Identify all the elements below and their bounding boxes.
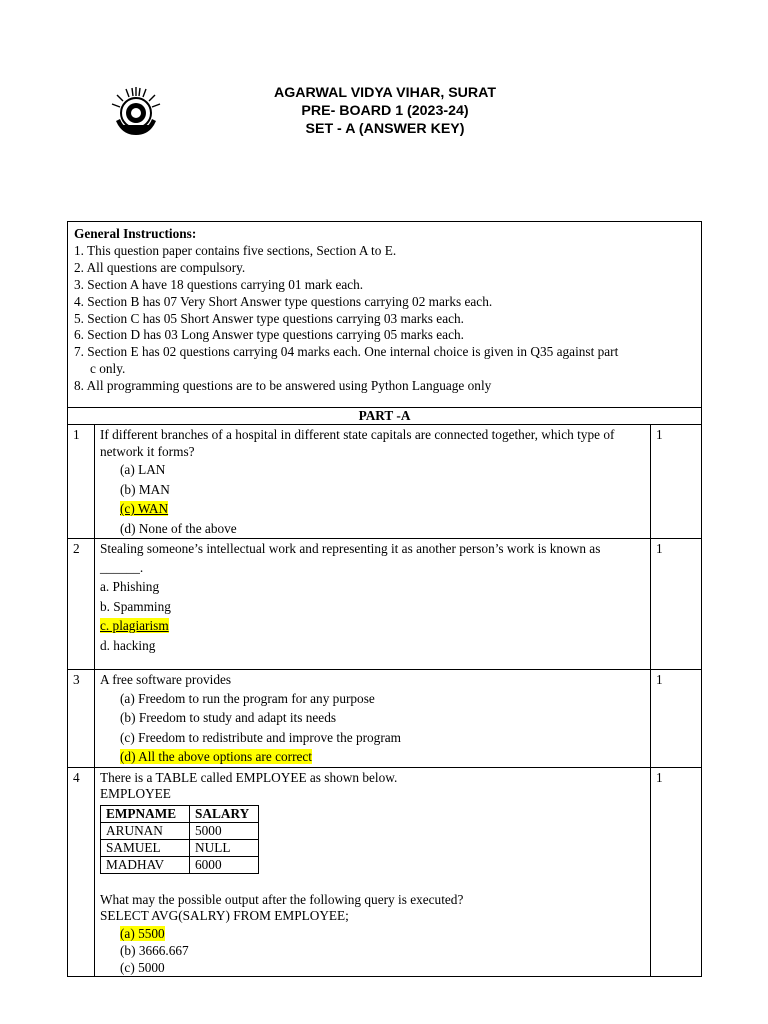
question-row bbox=[68, 670, 702, 768]
question-number: 1 bbox=[68, 425, 95, 539]
instruction-line: 7. Section E has 02 questions carrying 04 marks each. One internal choice is given in Q35 against part bbox=[74, 344, 619, 360]
instruction-line: 1. This question paper contains five sections, Section A to E. bbox=[74, 242, 397, 258]
question-text: Stealing someone’s intellectual work and representing it as another person’s work is known as bbox=[100, 541, 601, 557]
instruction-line: 2. All questions are compulsory. bbox=[74, 259, 246, 275]
column-header: SALARY bbox=[190, 805, 259, 822]
document-header bbox=[200, 84, 570, 138]
employee-table bbox=[100, 805, 259, 874]
option: (c) 5000 bbox=[120, 959, 165, 975]
instruction-line: 5. Section C has 05 Short Answer type questions carrying 03 marks each. bbox=[74, 310, 464, 326]
question-number: 2 bbox=[68, 539, 95, 670]
question-body bbox=[95, 670, 651, 768]
option: b. Spamming bbox=[100, 598, 171, 614]
question-row bbox=[68, 539, 702, 670]
question-body bbox=[95, 425, 651, 539]
correct-option: (c) WAN bbox=[120, 501, 169, 517]
instruction-line: 8. All programming questions are to be answered using Python Language only bbox=[74, 378, 492, 394]
question-text: There is a TABLE called EMPLOYEE as shown below. bbox=[100, 769, 398, 785]
question-number: 3 bbox=[68, 670, 95, 768]
option: (b) Freedom to study and adapt its needs bbox=[120, 710, 337, 726]
marks: 1 bbox=[651, 767, 702, 976]
table-row bbox=[101, 839, 259, 856]
correct-option: (a) 5500 bbox=[120, 925, 165, 941]
exam-title: PRE- BOARD 1 (2023-24) bbox=[301, 103, 469, 119]
option: (b) 3666.667 bbox=[120, 942, 189, 958]
question-paper-table bbox=[67, 221, 702, 977]
option: d. hacking bbox=[100, 637, 156, 653]
school-emblem-icon bbox=[108, 85, 164, 137]
table-cell: SAMUEL bbox=[101, 839, 190, 856]
option: (c) Freedom to redistribute and improve the program bbox=[120, 729, 401, 745]
question-number: 4 bbox=[68, 767, 95, 976]
marks: 1 bbox=[651, 670, 702, 768]
question-text: If different branches of a hospital in different state capitals are connected together, which type of network it forms? bbox=[100, 427, 615, 459]
instruction-line: 4. Section B has 07 Very Short Answer type questions carrying 02 marks each. bbox=[74, 293, 493, 309]
question-subtext: What may the possible output after the following query is executed? bbox=[100, 891, 464, 907]
answer-blank: ______. bbox=[100, 559, 144, 575]
option: (a) Freedom to run the program for any purpose bbox=[120, 690, 375, 706]
question-text: A free software provides bbox=[100, 672, 232, 688]
column-header: EMPNAME bbox=[101, 805, 190, 822]
option: (d) None of the above bbox=[120, 520, 237, 536]
table-row bbox=[101, 822, 259, 839]
set-label: SET - A (ANSWER KEY) bbox=[305, 121, 465, 137]
school-name: AGARWAL VIDYA VIHAR, SURAT bbox=[273, 85, 497, 101]
table-cell: 6000 bbox=[190, 856, 259, 873]
table-cell: MADHAV bbox=[101, 856, 190, 873]
instructions-title: General Instructions: bbox=[74, 226, 197, 241]
marks: 1 bbox=[651, 539, 702, 670]
table-row bbox=[101, 856, 259, 873]
table-name: EMPLOYEE bbox=[100, 786, 171, 802]
instruction-line: 3. Section A have 18 questions carrying 01 mark each. bbox=[74, 276, 364, 292]
option: a. Phishing bbox=[100, 579, 160, 595]
question-body bbox=[95, 539, 651, 670]
sql-query: SELECT AVG(SALRY) FROM EMPLOYEE; bbox=[100, 908, 349, 924]
question-row bbox=[68, 767, 702, 976]
table-cell: ARUNAN bbox=[101, 822, 190, 839]
instruction-line: 6. Section D has 03 Long Answer type questions carrying 05 marks each. bbox=[74, 327, 464, 343]
option: (b) MAN bbox=[120, 481, 170, 497]
general-instructions bbox=[68, 222, 702, 408]
table-cell: 5000 bbox=[190, 822, 259, 839]
question-row bbox=[68, 425, 702, 539]
instruction-line: c only. bbox=[90, 361, 126, 377]
marks: 1 bbox=[651, 425, 702, 539]
table-cell: NULL bbox=[190, 839, 259, 856]
part-label: PART -A bbox=[68, 408, 702, 425]
correct-option: c. plagiarism bbox=[100, 618, 169, 634]
question-body bbox=[95, 767, 651, 976]
correct-option: (d) All the above options are correct bbox=[120, 749, 312, 765]
option: (a) LAN bbox=[120, 462, 166, 478]
